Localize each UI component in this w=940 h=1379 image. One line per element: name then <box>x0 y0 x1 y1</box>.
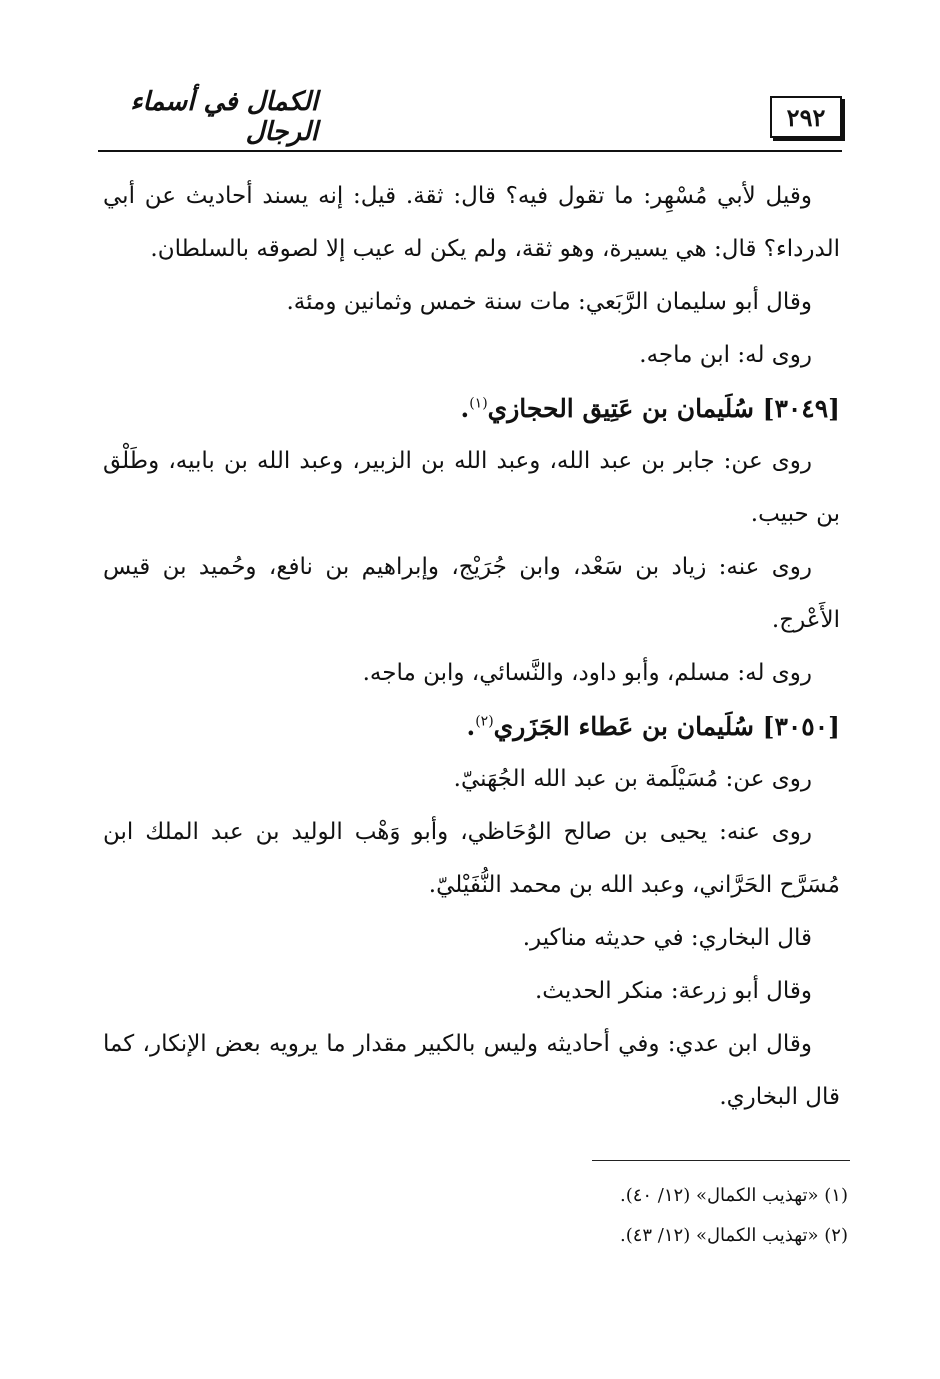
footnote-ref: (١) <box>469 395 488 412</box>
paragraph: وقال أبو سليمان الرَّبَعي: مات سنة خمس وثمانين ومئة. <box>286 289 812 315</box>
paragraph: روى عن: مُسَيْلَمة بن عبد الله الجُهَنيّ. <box>453 766 812 792</box>
paragraph: روى له: ابن ماجه. <box>639 342 812 368</box>
paragraph: وقال ابن عدي: وفي أحاديثه وليس بالكبير مقدار ما يرويه بعض الإنكار، كما قال البخاري. <box>103 1031 840 1110</box>
footnote: (٢) «تهذيب الكمال» (١٢/ ٤٣). <box>619 1225 848 1246</box>
entry-heading: [٣٠٤٩] سُلَيمان بن عَتِيق الحجازي$^{(١)}$. <box>460 394 840 423</box>
footnote: (١) «تهذيب الكمال» (١٢/ ٤٠). <box>619 1185 848 1206</box>
entry-heading-text: [٣٠٥٠] سُلَيمان بن عَطاء الجَزَري <box>493 712 840 741</box>
main-text <box>103 170 840 1124</box>
paragraph: وقيل لأبي مُسْهِر: ما تقول فيه؟ قال: ثقة. قيل: إنه يسند أحاديث عن أبي الدرداء؟ قال: هي يسيرة، وهو ثقة، ولم يكن له عيب إلا لصوقه بالسلطان. <box>103 183 840 262</box>
page-header <box>98 87 842 152</box>
paragraph: روى عنه: يحيى بن صالح الوُحَاظي، وأبو وَهْب الوليد بن عبد الملك ابن مُسَرَّح الحَرَّاني، وعبد الله بن محمد النُّفَيْليّ. <box>103 819 840 898</box>
running-title: الكمال في أسماء الرجال <box>130 87 318 147</box>
entry-heading-text: [٣٠٤٩] سُلَيمان بن عَتِيق الحجازي <box>487 394 840 423</box>
footnote-ref: (٢) <box>475 713 494 730</box>
entry-heading: [٣٠٥٠] سُلَيمان بن عَطاء الجَزَري$^{(٢)}$. <box>466 712 840 741</box>
paragraph: روى له: مسلم، وأبو داود، والنَّسائي، وابن ماجه. <box>362 660 812 686</box>
footnotes <box>100 1176 848 1256</box>
paragraph: قال البخاري: في حديثه مناكير. <box>522 925 812 951</box>
paragraph: روى عنه: زياد بن سَعْد، وابن جُرَيْج، وإبراهيم بن نافع، وحُميد بن قيس الأَعْرج. <box>103 554 840 633</box>
footnote-divider <box>592 1160 850 1161</box>
paragraph: روى عن: جابر بن عبد الله، وعبد الله بن الزبير، وعبد الله بن بابيه، وطَلْق بن حبيب. <box>103 448 840 527</box>
page-number: ٢٩٢ <box>770 96 842 138</box>
paragraph: وقال أبو زرعة: منكر الحديث. <box>534 978 812 1004</box>
